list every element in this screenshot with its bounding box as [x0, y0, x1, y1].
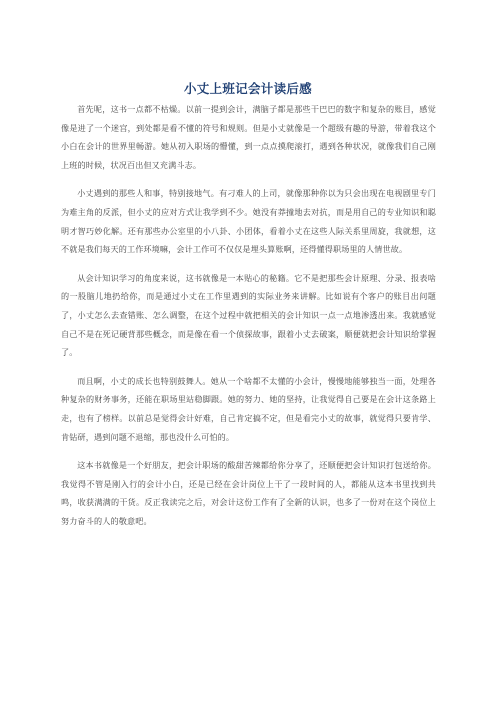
paragraph: 小丈遇到的那些人和事，特别接地气。有刁难人的上司，就像那种你以为只会出现在电视剧里专门为难主角的反派，但小丈的应对方式让我学到不少。她没有莽撞地去对抗，而是用自己的专业知识和聪明才智巧妙化解。还有那些办公室里的小八卦、小团体，看着小丈在这些人际关系里周旋，我就想，这不就是我们每天的工作环境嘛，会计工作可不仅仅是埋头算账啊，还得懂得职场里的人情世故。: [61, 188, 436, 255]
document-title: 小丈上班记会计读后感: [183, 81, 312, 96]
paragraph: 这本书就像是一个好朋友，把会计职场的酸甜苦辣都给你分享了，还顺便把会计知识打包送给你。我觉得不管是刚入行的会计小白，还是已经在会计岗位上干了一段时间的人，都能从这本书里找到共鸣，收获满满的干货。反正我读完之后，对会计这份工作有了全新的认识，也多了一份对在这个岗位上努力奋斗的人的敬意吧。: [61, 460, 436, 526]
document-body: [61, 100, 436, 540]
paragraph: 而且啊，小丈的成长也特别鼓舞人。她从一个啥都不太懂的小会计，慢慢地能够独当一面，处理各种复杂的财务事务，还能在职场里站稳脚跟。她的努力、她的坚持，让我觉得自己要是在会计这条路上走，也有了榜样。以前总是觉得会计好难，自己肯定搞不定，但是看完小丈的故事，就觉得只要肯学、肯钻研，遇到问题不退缩，那也没什么可怕的。: [61, 375, 436, 442]
paragraph: 从会计知识学习的角度来说，这书就像是一本贴心的秘籍。它不是把那些会计原理、分录、报表啥的一股脑儿地扔给你，而是通过小丈在工作里遇到的实际业务来讲解。比如说有个客户的账目出问题了，小丈怎么去查错账、怎么调整，在这个过程中就把相关的会计知识一点一点地渗透出来。我就感觉自己不是在死记硬背那些概念，而是像在看一个侦探故事，跟着小丈去破案，顺便就把会计知识给掌握了。: [61, 272, 436, 358]
paragraph: 首先呢，这书一点都不枯燥。以前一提到会计，满脑子都是那些干巴巴的数字和复杂的账目，感觉像是进了一个迷宫，到处都是看不懂的符号和规则。但是小丈就像是一个超级有趣的导游，带着我这个小白在会计的世界里畅游。她从初入职场的懵懂，到一点点摸爬滚打，遇到各种状况，就像我们自己刚上班的时候，状况百出但又充满斗志。: [61, 104, 436, 170]
